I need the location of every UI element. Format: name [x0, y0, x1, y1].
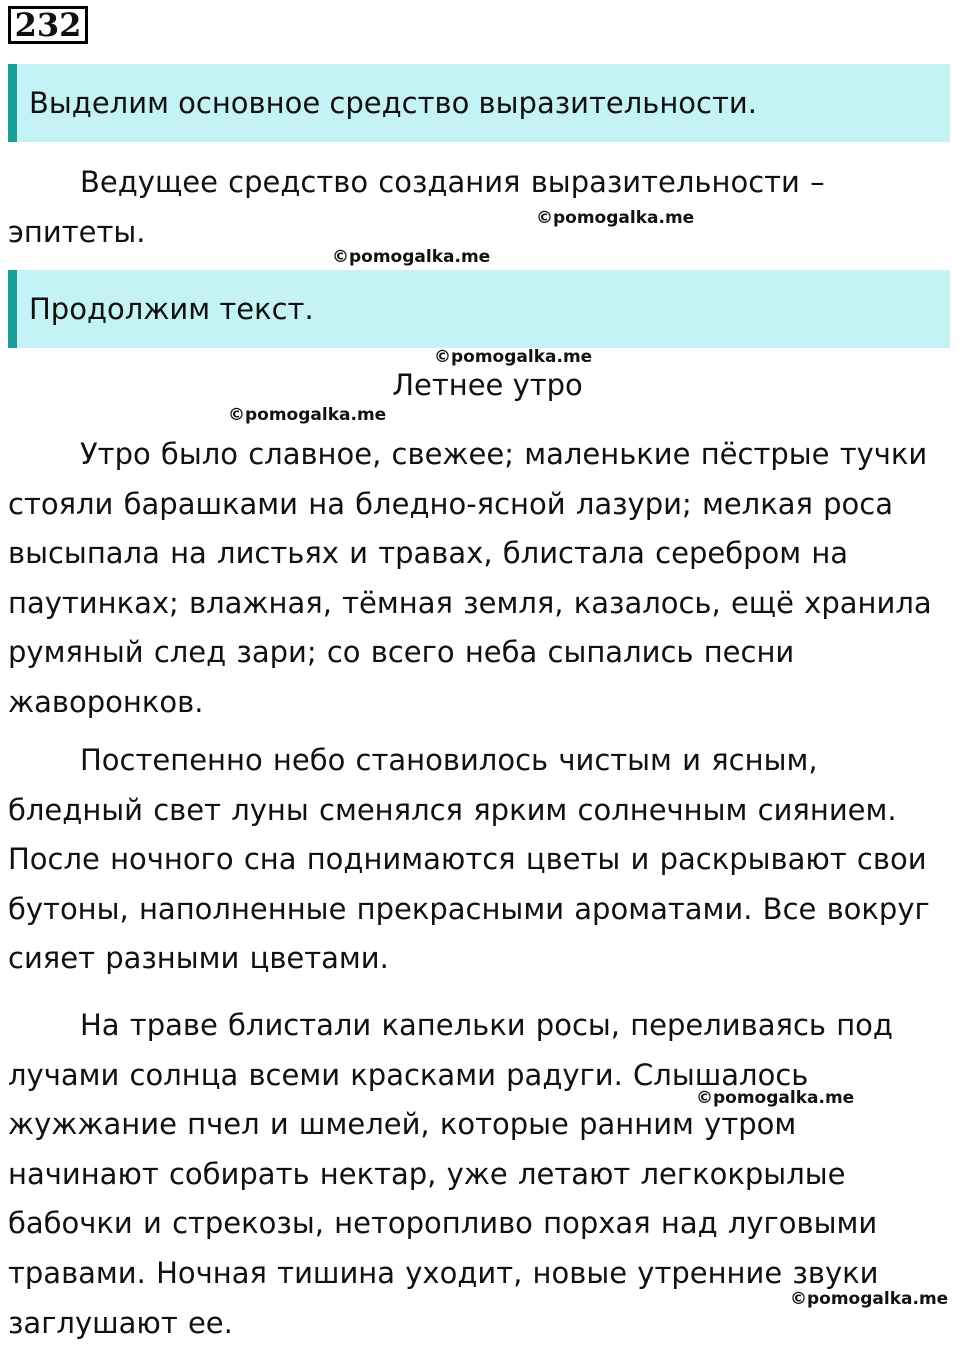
watermark: ©pomogalka.me	[696, 1088, 855, 1108]
watermark: ©pomogalka.me	[332, 247, 491, 267]
story-paragraph-3: На траве блистали капельки росы, переливаясь под лучами солнца всеми красками радуги. Слышалось жужжание пчел и шмелей, которые ранним утром начинают собирать нектар, уже летают легкокрылые бабочки и стрекозы, неторопливо порхая над луговыми травами. Ночная тишина уходит, новые утренние звуки заглушают ее.	[8, 1008, 893, 1340]
section-heading-continue-text	[8, 270, 950, 348]
section-heading-text: Выделим основное средство выразительности.	[29, 86, 757, 120]
watermark: ©pomogalka.me	[790, 1289, 949, 1309]
story-title: Летнее утро	[392, 368, 583, 402]
section-heading-text: Продолжим текст.	[29, 292, 314, 326]
watermark: ©pomogalka.me	[228, 405, 387, 425]
watermark: ©pomogalka.me	[536, 208, 695, 228]
section-heading-expressive-means	[8, 64, 950, 142]
answer-paragraph: Ведущее средство создания выразительности – эпитеты.	[8, 165, 825, 249]
task-number: 232	[8, 6, 88, 44]
story-paragraph-1: Утро было славное, свежее; маленькие пёстрые тучки стояли барашками на бледно-ясной лазури; мелкая роса высыпала на листьях и травах, блистала серебром на паутинках; влажная, тёмная земля, казалось, ещё хранила румяный след зари; со всего неба сыпались песни жаворонков.	[8, 437, 932, 719]
watermark: ©pomogalka.me	[434, 347, 593, 367]
story-paragraph-2: Постепенно небо становилось чистым и ясным, бледный свет луны сменялся ярким солнечным сиянием. После ночного сна поднимаются цветы и раскрывают свои бутоны, наполненные прекрасными ароматами. Все вокруг сияет разными цветами.	[8, 743, 930, 976]
